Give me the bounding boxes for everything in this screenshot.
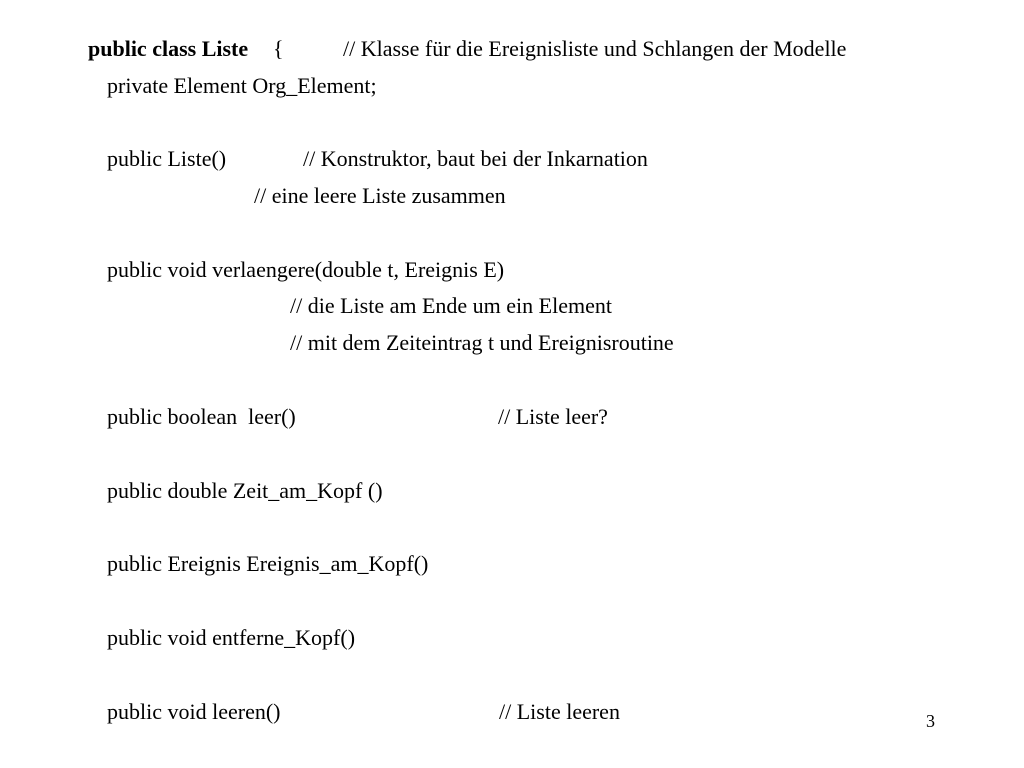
leer-comment: // Liste leer? (498, 404, 608, 429)
field-declaration: private Element Org_Element; (107, 73, 377, 98)
verlaengere-comment-2: // mit dem Zeiteintrag t und Ereignisroutine (290, 330, 674, 355)
verlaengere-signature: public void verlaengere(double t, Ereignis E) (107, 257, 505, 282)
class-brace: { (273, 36, 284, 61)
constructor-signature: public Liste() (107, 146, 227, 171)
class-keyword: public class Liste (88, 36, 249, 61)
entferne-kopf-signature: public void entferne_Kopf() (107, 625, 356, 650)
leeren-signature: public void leeren() (107, 699, 281, 724)
constructor-comment-2: // eine leere Liste zusammen (254, 183, 506, 208)
class-comment: // Klasse für die Ereignisliste und Schlangen der Modelle (343, 36, 847, 61)
leeren-comment: // Liste leeren (499, 699, 620, 724)
ereignis-am-kopf-signature: public Ereignis Ereignis_am_Kopf() (107, 551, 429, 576)
leer-signature: public boolean leer() (107, 404, 296, 429)
zeit-am-kopf-signature: public double Zeit_am_Kopf () (107, 478, 383, 503)
verlaengere-comment-1: // die Liste am Ende um ein Element (290, 293, 612, 318)
page-number: 3 (926, 711, 935, 731)
constructor-comment-1: // Konstruktor, baut bei der Inkarnation (303, 146, 648, 171)
